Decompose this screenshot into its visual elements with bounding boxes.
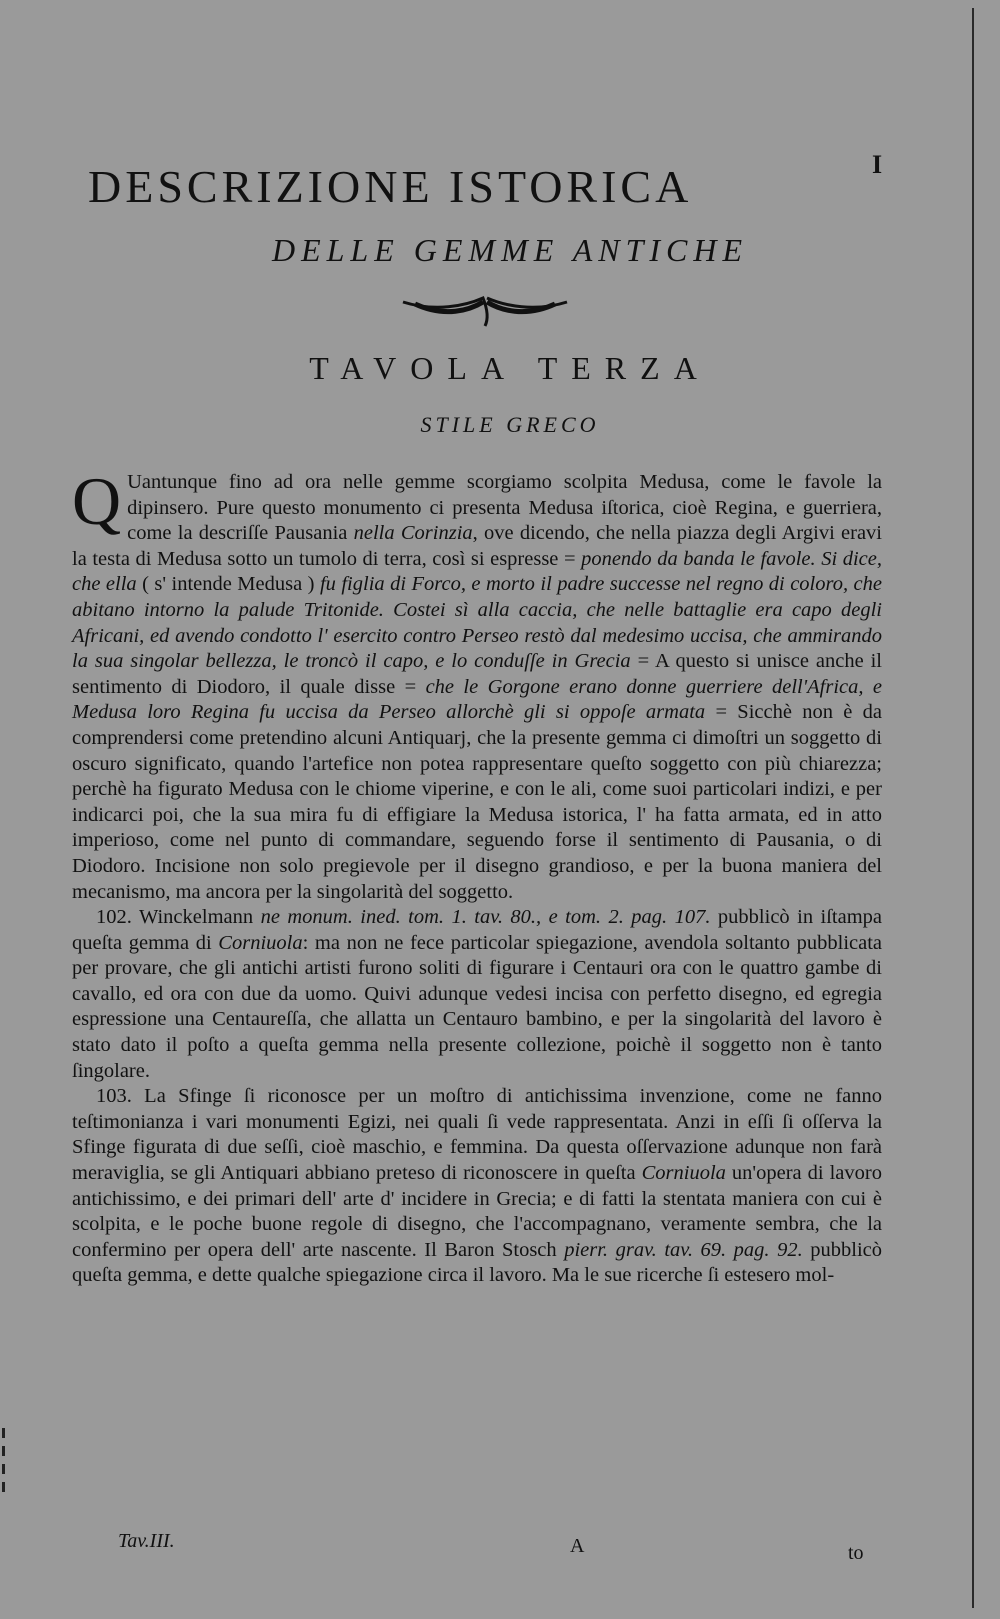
page-title: DESCRIZIONE ISTORICA [88, 161, 693, 212]
style-label: STILE GRECO [420, 412, 600, 437]
body-text [72, 463, 883, 1289]
text-run: pubblicò in iſtampa queſta gemma di [72, 906, 882, 954]
italic-text: che le Gorgone erano donne guerriere dell'Africa, e Medusa loro Regina fu uccisa da Perseo allorchè gli si oppoſe armata [72, 675, 882, 724]
text-run: : ma non ne fece particolar spiegazione, avendola soltanto pubblicata per provare, che gli antichi artisti furono soliti di figurare i Centauri ora con le quattro gambe di cavallo, ed ora con due da uomo. Quivi adunque vedesi incisa con perfetto disegno, ed egregia espressione una Centaureſſa, che allatta un Centauro bambino, e per la singolarità del lavoro è stato dato il poſto a queſta gemma nella presente collezione, poichè il soggetto non è tanto ſingolare. [72, 931, 883, 1082]
paragraph [72, 1084, 882, 1289]
text-run: 102. Winckelmann [96, 906, 261, 929]
text-run: = Sicchè non è da comprendersi come pretendino alcuni Antiquarj, che la presente gemma ci dimoſtri un soggetto di oscuro significato, quando l'artefice non potea rappresentare queſto soggetto con più chiarezza; perchè ha figurato Medusa con le chiome viperine, e con le ali, come suoi particolari indizi, e per indicarci poi, che la sua mira fu di effigiare la Medusa istorica, l' ha fatta armata, ed in atto imperioso, come nel punto di commandare, seguendo forse il sentimento di Pausania, o di Diodoro. Incisione non solo pregievole per il disegno grandioso, e per la buona maniera del mecanismo, ma ancora per la singolarità del soggetto. [72, 701, 882, 903]
text-run: un'opera di lavoro antichissimo, e dei primari dell' arte d' incidere in Grecia; e di fatti la stentata maniera con cui è scolpita, e le poche buone regole di disegno, che l'accompagnano, veramente sembra, che la confermino per opera dell' arte nascente. Il Baron Stosch [72, 1162, 882, 1261]
flourish-ornament [395, 288, 575, 328]
text-run: ( s' intende Medusa ) [136, 573, 320, 596]
italic-text: fu figlia di Forco, e morto il padre successe nel regno di coloro, che abitano intorno la palude Tritonide. Costei sì alla caccia, che nelle battaglie era capo degli Africani, ed avendo condotto l' esercito contro Perseo restò dal medesimo uccisa, che ammirando la sua singolar bellezza, le troncò il capo, e lo conduſſe in Grecia [72, 573, 882, 673]
paragraph [72, 905, 882, 1084]
signature-letter: A [570, 1535, 585, 1557]
italic-text: Corniuola [641, 1162, 726, 1185]
italic-text: nella Corinzia [353, 522, 473, 545]
text-run: pubblicò queſta gemma, e dette qualche spiegazione circa il lavoro. Ma le sue ricerche ſi estesero mol- [72, 1238, 882, 1287]
page-subtitle: DELLE GEMME ANTICHE [271, 232, 749, 268]
paragraph [72, 463, 883, 905]
text-run: = A questo si unisce anche il sentimento di Diodoro, il quale disse = [72, 650, 883, 698]
binding-marks [0, 1420, 6, 1540]
italic-text: ponendo da banda le favole. Si dice, che ella [72, 547, 882, 596]
italic-text: ne monum. ined. tom. 1. tav. 80., e tom. 2. pag. 107. [260, 906, 711, 929]
text-run: 103. La Sfinge ſi riconosce per un moſtro di antichissima invenzione, come ne fanno teſtimonianza i vari monumenti Egizi, nei quali ſi vede rappresentata. Anzi in eſſi ſi oſſerva la Sfinge figurata di due seſſi, cioè maschio, e femmina. Da questa oſſervazione adunque non farà meraviglia, se gli Antiquari abbiano preteso di riconoscere in queſta [72, 1085, 882, 1185]
italic-text: pierr. grav. tav. 69. pag. 92. [564, 1238, 803, 1261]
text-run: , ove dicendo, che nella piazza degli Argivi eravi la testa di Medusa sotto un tumolo di terra, così si espresse = [72, 522, 883, 570]
page-number: I [872, 150, 883, 179]
catchword: to [848, 1542, 864, 1564]
italic-text: Corniuola [218, 931, 303, 954]
text-run: Uantunque fino ad ora nelle gemme scorgiamo scolpita Medusa, come le favole la dipinsero. Pure questo monumento ci presenta Medusa iſtorica, cioè Regina, e guerriera, come la descriſſe Pausania [127, 471, 882, 545]
signature-mark: Tav.III. [118, 1530, 175, 1552]
section-heading: TAVOLA TERZA [309, 350, 711, 386]
drop-cap: Q [72, 463, 122, 539]
